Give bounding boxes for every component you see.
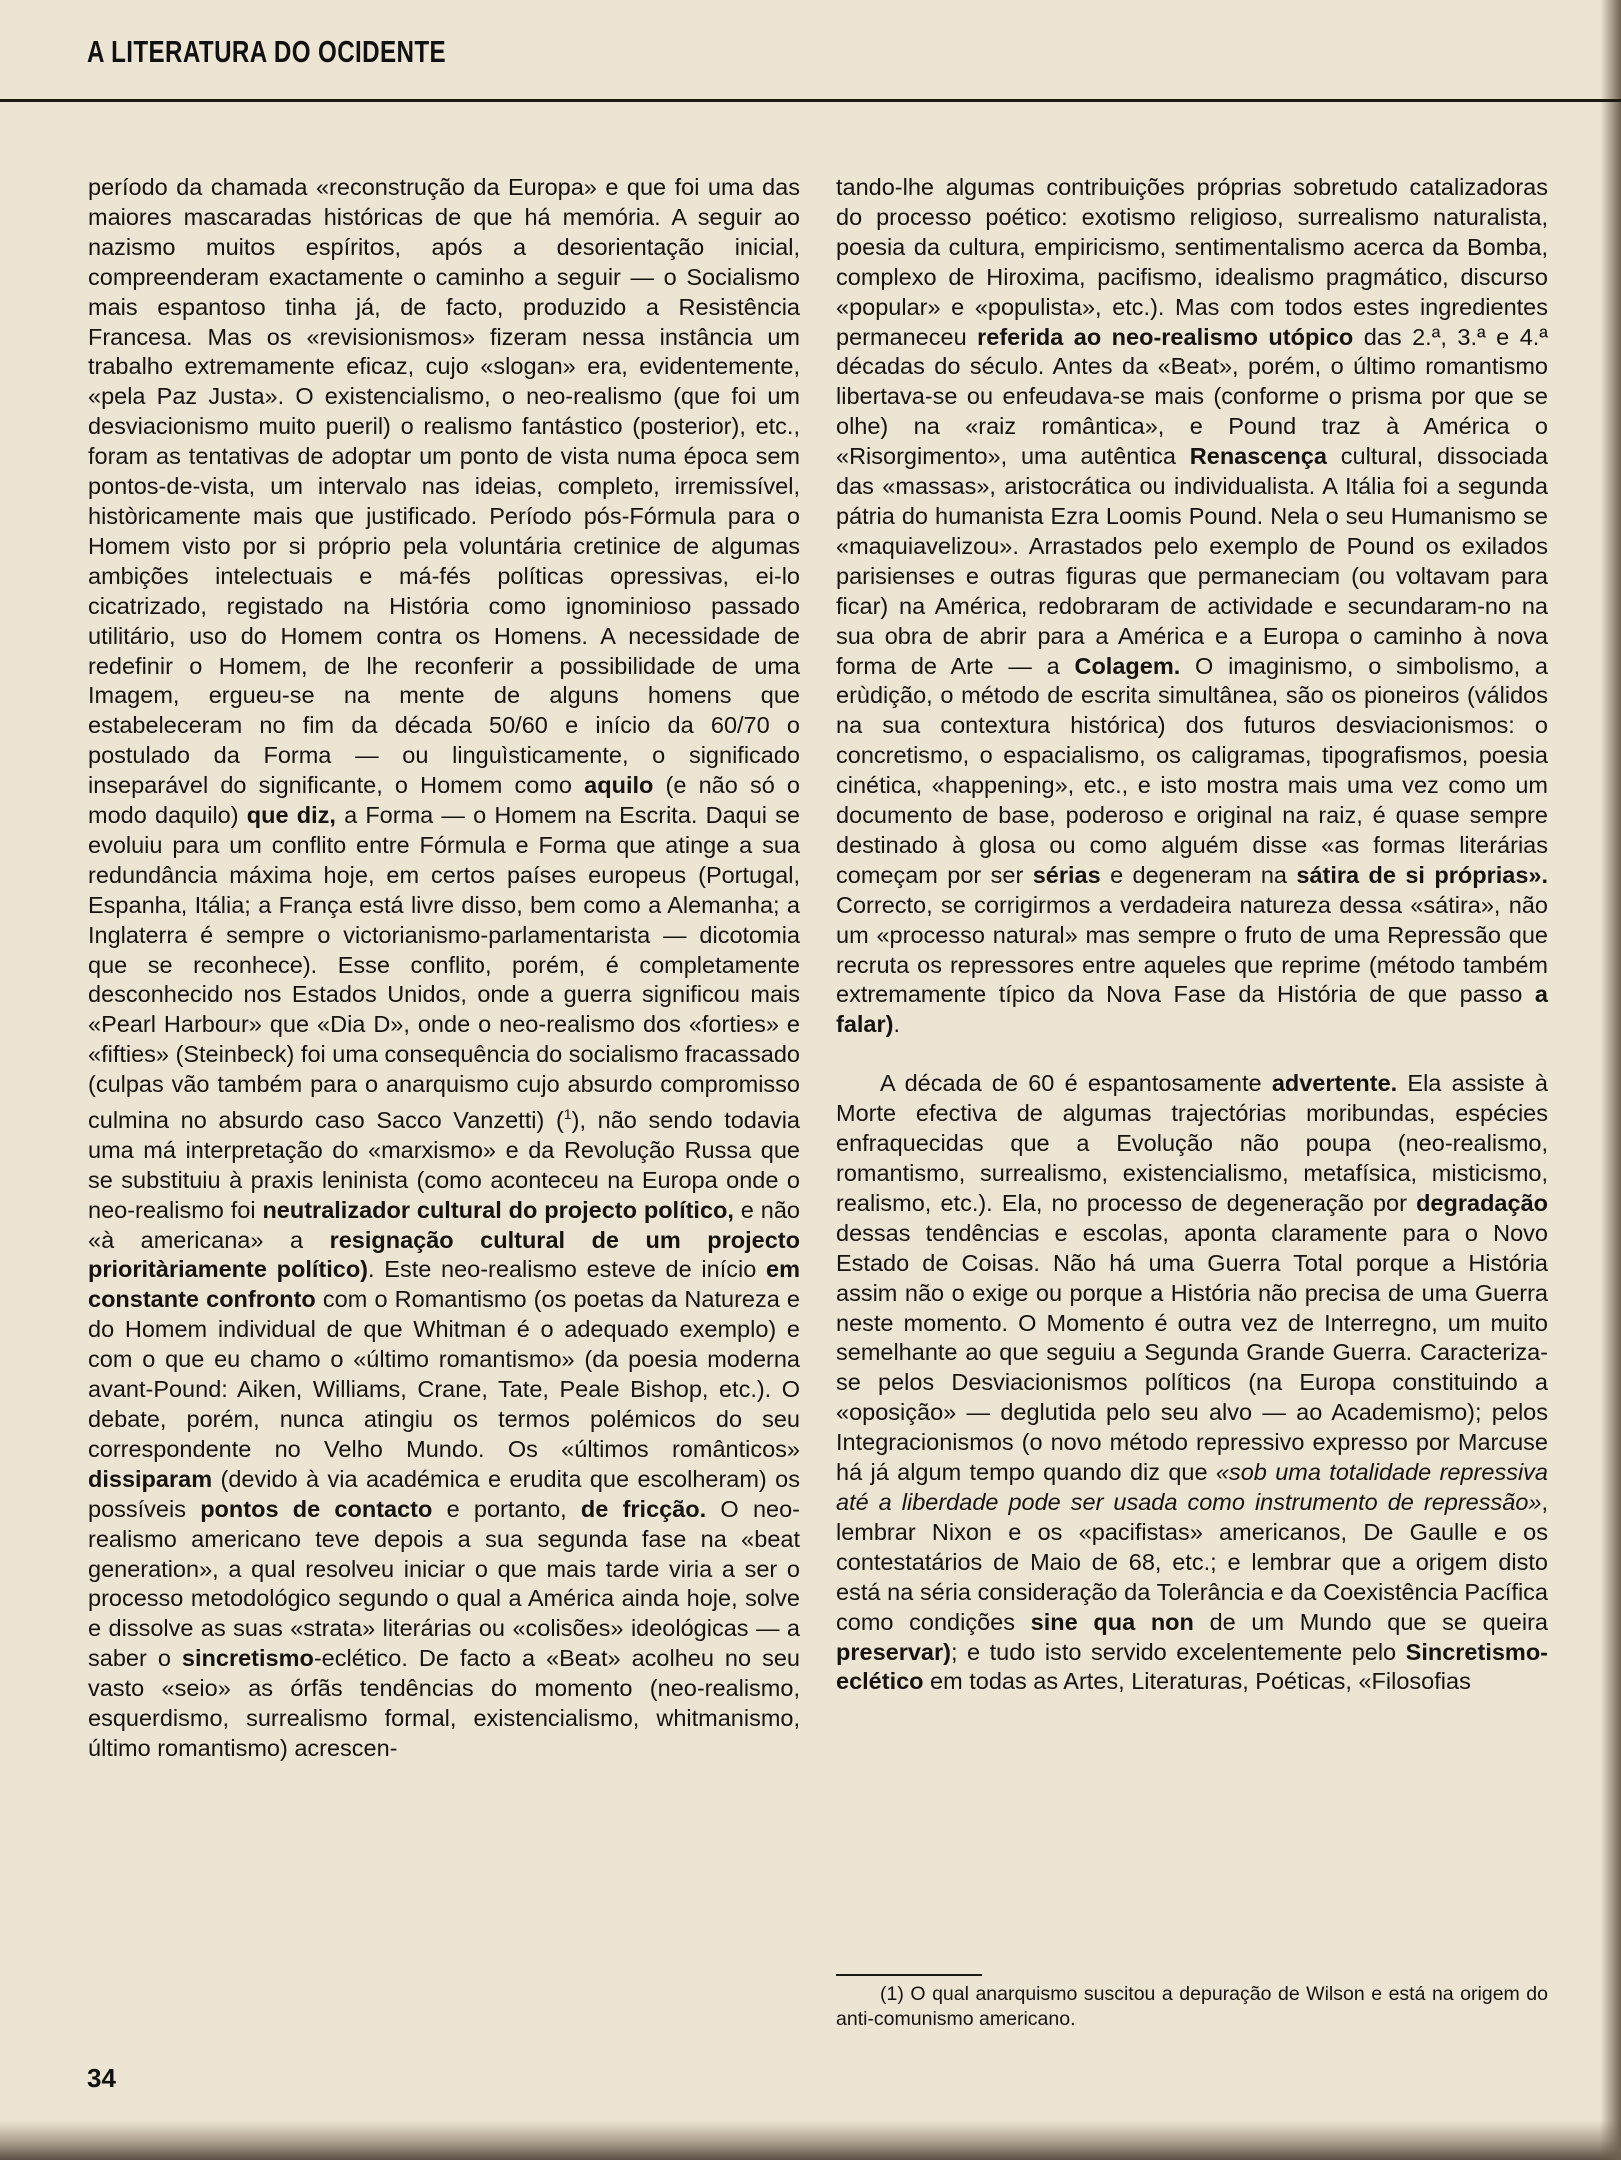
text-run: . Este neo-realismo esteve de início bbox=[368, 1256, 767, 1283]
bold-emphasis: sátira de si próprias». bbox=[1296, 861, 1548, 888]
text-run: ; e tudo isto servido excelentemente pelo bbox=[950, 1638, 1406, 1665]
text-run: tando-lhe algumas contribuições próprias sobretudo catalizadoras do processo poético: exotismo religioso, surrealismo naturalista, poesia da cultura, empiricismo, sentimentalismo acerca da Bomba, complexo de Hiroxima, pacifismo, idealismo pragmático, discurso «popular» e «populista», etc.). Mas com todos estes ingredientes permaneceu bbox=[836, 174, 1548, 350]
text-run: a Forma — o Homem na Escrita. Daqui se evoluiu para um conflito entre Fórmula e Forma que atinge a sua redundância máxima hoje, em certos países europeus (Portugal, Espanha, Itália; a França está livre disso, bem como a Alemanha; a Inglaterra é sempre o victorianismo-parlamentarista — dicotomia que se reconhece). Esse conflito, porém, é completamente desconhecido nos Estados Unidos, onde a guerra significou mais «Pearl Harbour» que «Dia D», onde o neo-realismo dos «forties» e «fifties» (Steinbeck) foi uma consequência do socialismo fracassado (culpas vão também para o anarquismo cujo absurdo compromisso culmina no absurdo caso Sacco Vanzetti) ( bbox=[88, 802, 800, 1133]
header-rule bbox=[0, 99, 1621, 102]
text-run: . bbox=[893, 1011, 900, 1038]
text-run: A década de 60 é espantosamente bbox=[880, 1070, 1272, 1097]
left-column bbox=[88, 173, 800, 1764]
text-run: período da chamada «reconstrução da Europa» e que foi uma das maiores mascaradas históricas de que há memória. A seguir ao nazismo muitos espíritos, após a desorientação inicial, compreenderam exactamente o caminho a seguir — o Socialismo mais espantoso tinha já, de facto, produzido a Resistência Francesa. Mas os «revisionismos» fizeram nessa instância um trabalho extremamente eficaz, cujo «slogan» era, evidentemente, «pela Paz Justa». O existencialismo, o neo-realismo (que foi um desviacionismo muito pueril) o realismo fantástico (posterior), etc., foram as tentativas de adoptar um ponto de vista numa época sem pontos-de-vista, um intervalo nas ideias, completo, irremissível, històricamente mais que justificado. Período pós-Fórmula para o Homem visto por si próprio pela voluntária cretinice de algumas ambições intelectuais e má-fés políticas opressivas, ei-lo cicatrizado, registado na História como ignominioso passado utilitário, uso do Homem contra os Homens. A necessidade de redefinir o Homem, de lhe reconferir a possibilidade de uma Imagem, ergueu-se na mente de alguns homens que estabeleceram no fim da década 50/60 e início da 60/70 o postulado da Forma — ou linguìsticamente, o significado inseparável do significante, o Homem como bbox=[88, 174, 800, 799]
bold-emphasis: Renascença bbox=[1189, 443, 1327, 470]
text-run: em todas as Artes, Literaturas, Poéticas, «Filosofias bbox=[923, 1668, 1471, 1695]
bold-emphasis: advertente. bbox=[1271, 1070, 1398, 1097]
bold-emphasis: resignação cultural de um projecto prioritàriamente político) bbox=[88, 1226, 800, 1283]
text-run: ), não sendo todavia uma má interpretação do «marxismo» e da Revolução Russa que se substituiu à praxis leninista (como aconteceu na Europa onde o neo-realismo foi bbox=[88, 1106, 800, 1223]
text-run: Ela assiste à Morte efectiva de algumas trajectórias moribundas, espécies enfraquecidas que a Evolução não poupa (neo-realismo, romantismo, surrealismo, existencialismo, metafísica, misticismo, realismo, etc.). Ela, no processo de degeneração por bbox=[836, 1070, 1548, 1216]
text-run: O imaginismo, o simbolismo, a erùdição, o método de escrita simultânea, são os pioneiros (válidos na sua contextura histórica) dos futuros desviacionismos: o concretismo, o espacialismo, os caligramas, tipografismos, poesia cinética, «happening», etc., e isto mostra mais uma vez como um documento de base, poderoso e original na raiz, é quase sempre destinado à glosa ou como alguém disse «as formas literárias começam por ser bbox=[836, 652, 1548, 888]
bold-emphasis: de fricção. bbox=[580, 1495, 707, 1522]
text-run: de um Mundo que se queira bbox=[1193, 1608, 1548, 1635]
bold-emphasis: Sincretismo-eclético bbox=[836, 1638, 1548, 1695]
footnote bbox=[836, 1982, 1548, 2032]
footnote-rule bbox=[836, 1974, 982, 1976]
body-paragraph bbox=[836, 173, 1548, 1040]
footnote-text: O qual anarquismo suscitou a depuração de Wilson e está na origem do anti-comunismo americano. bbox=[836, 1983, 1548, 2030]
bold-emphasis: que diz, bbox=[246, 802, 336, 829]
bold-emphasis: pontos de contacto bbox=[200, 1495, 433, 1522]
text-run: , lembrar Nixon e os «pacifistas» americanos, De Gaulle e os contestatários de Maio de 68, etc.; e lembrar que a origem disto está na séria consideração da Tolerância e da Coexistência Pacífica como condições bbox=[836, 1488, 1548, 1635]
footnote-reference: 1 bbox=[563, 1106, 572, 1123]
text-run: (e não só o modo daquilo) bbox=[88, 772, 800, 829]
text-run: Correcto, se corrigirmos a verdadeira natureza dessa «sátira», não um «processo natural» mas sempre o fruto de uma Repressão que recruta os repressores entre aqueles que reprime (método também extremamente típico da Nova Fase da História de que passo bbox=[836, 891, 1548, 1008]
text-run: e não «à americana» a bbox=[88, 1196, 800, 1253]
text-run: cultural, dissociada das «massas», aristocrática ou individualista. A Itália foi a segunda pátria do humanista Ezra Loomis Pound. Nela o seu Humanismo se «maquiavelizou». Arrastados pelo exemplo de Pound os exilados parisienses e outras figuras que permaneciam (ou voltavam para ficar) na América, redobraram de actividade e secundaram-no na sua obra de abrir para a América e a Europa o caminho à nova forma de Arte — a bbox=[836, 443, 1548, 679]
text-run: O neo-realismo americano teve depois a sua segunda fase na «beat generation», a qual resolveu iniciar o que mais tarde viria a ser o processo metodológico segundo o qual a América ainda hoje, solve e dissolve as suas «strata» literárias ou «colisões» ideológicas — a saber o bbox=[88, 1495, 800, 1672]
bold-emphasis: sine qua non bbox=[1030, 1608, 1194, 1635]
text-run: e portanto, bbox=[432, 1495, 581, 1522]
bold-emphasis: degradação bbox=[1416, 1189, 1548, 1216]
running-header: A LITERATURA DO OCIDENTE bbox=[87, 34, 447, 69]
bold-emphasis: em constante confronto bbox=[88, 1256, 800, 1313]
footnote-marker: (1) bbox=[880, 1983, 904, 2005]
bold-emphasis: referida ao neo-realismo utópico bbox=[977, 323, 1354, 350]
bold-emphasis: aquilo bbox=[584, 772, 654, 799]
bold-emphasis: dissiparam bbox=[88, 1465, 213, 1492]
bold-emphasis: sérias bbox=[1032, 861, 1101, 888]
bold-emphasis: Colagem. bbox=[1074, 652, 1181, 679]
text-run: (devido à via académica e erudita que escolheram) os possíveis bbox=[88, 1465, 800, 1522]
text-run: -eclético. De facto a «Beat» acolheu no seu vasto «seio» as órfãs tendências do momento (neo-realismo, esquerdismo, surrealismo formal, existencialismo, whitmanismo, último romantismo) acrescen- bbox=[88, 1645, 800, 1761]
bold-emphasis: a falar) bbox=[836, 981, 1548, 1038]
italic-quote: «sob uma totalidade repressiva até a liberdade pode ser usada como instrumento de repressão» bbox=[836, 1459, 1548, 1515]
bold-emphasis: neutralizador cultural do projecto político, bbox=[262, 1196, 734, 1223]
text-run: e degeneram na bbox=[1100, 861, 1297, 888]
text-run: com o Romantismo (os poetas da Natureza e do Homem individual de que Whitman é o adequado exemplo) e com o que eu chamo o «último romantismo» (da poesia moderna avant-Pound: Aiken, Williams, Crane, Tate, Peale Bishop, etc.). O debate, porém, nunca atingiu os termos polémicos do seu correspondente no Velho Mundo. Os «últimos românticos» bbox=[88, 1286, 800, 1462]
bold-emphasis: preservar) bbox=[836, 1638, 951, 1665]
body-paragraph bbox=[88, 173, 800, 1764]
page-number: 34 bbox=[87, 2063, 116, 2093]
bold-emphasis: sincretismo bbox=[181, 1645, 314, 1672]
right-column bbox=[836, 173, 1548, 1697]
text-run: das 2.ª, 3.ª e 4.ª décadas do século. Antes da «Beat», porém, o último romantismo libertava-se ou enfeudava-se mais (conforme o prisma por que se olhe) na «raiz romântica», e Pound traz à América o «Risorgimento», uma autêntica bbox=[836, 323, 1548, 470]
body-paragraph bbox=[836, 1069, 1548, 1697]
text-run: dessas tendências e escolas, aponta claramente para o Novo Estado de Coisas. Não há uma Guerra Total porque a História assim não o exige ou porque a História não precisa de uma Guerra neste momento. O Momento é outra vez de Interregno, um muito semelhante ao que seguiu a Segunda Grande Guerra. Caracteriza-se pelos Desviacionismos políticos (na Europa constituindo a «oposição» — deglutida pelo seu alvo — ao Academismo); pelos Integracionismos (o novo método repressivo expresso por Marcuse há já algum tempo quando diz que bbox=[836, 1219, 1548, 1486]
